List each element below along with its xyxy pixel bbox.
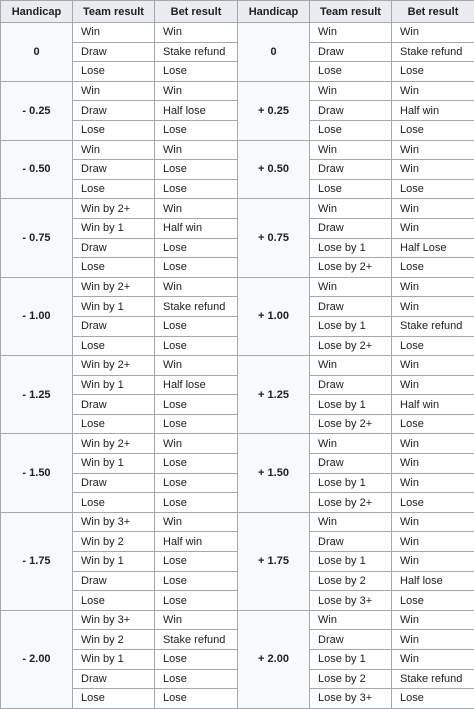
team-result-cell: Win by 2 [73, 630, 155, 650]
bet-result-cell: Stake refund [392, 42, 474, 62]
bet-result-cell: Half win [155, 532, 238, 552]
team-result-cell: Win by 1 [73, 454, 155, 474]
header-team-result: Team result [310, 1, 392, 23]
table-row [1, 258, 474, 278]
bet-result-cell: Lose [155, 571, 238, 591]
team-result-cell: Win by 1 [73, 650, 155, 670]
team-result-cell: Draw [73, 473, 155, 493]
table-row [1, 610, 474, 630]
team-result-cell: Lose [73, 591, 155, 611]
team-result-cell: Draw [310, 101, 392, 121]
team-result-cell: Lose by 2+ [310, 414, 392, 434]
table-row [1, 454, 474, 474]
bet-result-cell: Lose [155, 689, 238, 709]
team-result-cell: Win by 1 [73, 552, 155, 572]
bet-result-cell: Lose [155, 316, 238, 336]
team-result-cell: Draw [73, 669, 155, 689]
bet-result-cell: Stake refund [155, 630, 238, 650]
team-result-cell: Lose by 2+ [310, 258, 392, 278]
team-result-cell: Draw [73, 238, 155, 258]
team-result-cell: Win [310, 277, 392, 297]
table-row [1, 218, 474, 238]
team-result-cell: Win [310, 356, 392, 376]
handicap-cell: + 0.25 [238, 81, 310, 140]
table-row [1, 493, 474, 513]
team-result-cell: Win by 2+ [73, 434, 155, 454]
handicap-cell: - 0.75 [1, 199, 73, 277]
bet-result-cell: Win [392, 297, 474, 317]
team-result-cell: Draw [73, 42, 155, 62]
table-row [1, 101, 474, 121]
header-handicap: Handicap [238, 1, 310, 23]
bet-result-cell: Win [155, 610, 238, 630]
team-result-cell: Win [310, 434, 392, 454]
table-row [1, 669, 474, 689]
team-result-cell: Lose by 2 [310, 669, 392, 689]
bet-result-cell: Half lose [155, 101, 238, 121]
table-row [1, 238, 474, 258]
team-result-cell: Draw [310, 375, 392, 395]
team-result-cell: Lose by 2+ [310, 493, 392, 513]
bet-result-cell: Win [392, 160, 474, 180]
team-result-cell: Lose by 2 [310, 571, 392, 591]
table-row [1, 81, 474, 101]
team-result-cell: Lose [73, 62, 155, 82]
handicap-cell: + 0.75 [238, 199, 310, 277]
team-result-cell: Lose by 3+ [310, 591, 392, 611]
team-result-cell: Win by 2+ [73, 356, 155, 376]
handicap-cell: - 2.00 [1, 610, 73, 708]
bet-result-cell: Win [392, 23, 474, 43]
bet-result-cell: Lose [392, 62, 474, 82]
handicap-cell: + 2.00 [238, 610, 310, 708]
handicap-cell: - 1.25 [1, 356, 73, 434]
team-result-cell: Win [73, 140, 155, 160]
bet-result-cell: Half win [392, 101, 474, 121]
bet-result-cell: Stake refund [392, 316, 474, 336]
bet-result-cell: Win [392, 512, 474, 532]
team-result-cell: Lose by 2+ [310, 336, 392, 356]
team-result-cell: Draw [310, 218, 392, 238]
team-result-cell: Win by 2+ [73, 199, 155, 219]
header-bet-result: Bet result [155, 1, 238, 23]
table-row [1, 434, 474, 454]
team-result-cell: Win [310, 512, 392, 532]
bet-result-cell: Win [392, 356, 474, 376]
bet-result-cell: Win [392, 532, 474, 552]
team-result-cell: Draw [310, 42, 392, 62]
team-result-cell: Win [310, 81, 392, 101]
bet-result-cell: Win [155, 512, 238, 532]
team-result-cell: Win by 2 [73, 532, 155, 552]
bet-result-cell: Win [392, 199, 474, 219]
team-result-cell: Draw [310, 630, 392, 650]
table-row [1, 571, 474, 591]
bet-result-cell: Lose [392, 591, 474, 611]
bet-result-cell: Lose [155, 591, 238, 611]
bet-result-cell: Lose [392, 120, 474, 140]
table-body [1, 23, 474, 709]
team-result-cell: Lose by 1 [310, 552, 392, 572]
bet-result-cell: Lose [392, 414, 474, 434]
team-result-cell: Win [310, 23, 392, 43]
bet-result-cell: Win [155, 199, 238, 219]
team-result-cell: Draw [310, 160, 392, 180]
team-result-cell: Lose by 1 [310, 395, 392, 415]
handicap-cell: + 1.25 [238, 356, 310, 434]
bet-result-cell: Win [392, 277, 474, 297]
team-result-cell: Lose [310, 62, 392, 82]
table-row [1, 120, 474, 140]
team-result-cell: Win by 3+ [73, 610, 155, 630]
bet-result-cell: Win [155, 140, 238, 160]
bet-result-cell: Win [392, 218, 474, 238]
handicap-cell: 0 [1, 23, 73, 82]
bet-result-cell: Win [155, 356, 238, 376]
team-result-cell: Lose by 1 [310, 650, 392, 670]
bet-result-cell: Win [392, 434, 474, 454]
team-result-cell: Draw [73, 101, 155, 121]
team-result-cell: Lose [73, 179, 155, 199]
bet-result-cell: Lose [155, 552, 238, 572]
table-row [1, 316, 474, 336]
bet-result-cell: Win [392, 375, 474, 395]
team-result-cell: Lose by 1 [310, 316, 392, 336]
table-row [1, 532, 474, 552]
handicap-cell: - 0.50 [1, 140, 73, 199]
table-row [1, 473, 474, 493]
team-result-cell: Draw [73, 395, 155, 415]
team-result-cell: Win by 1 [73, 218, 155, 238]
bet-result-cell: Lose [155, 493, 238, 513]
table-row [1, 630, 474, 650]
header-handicap: Handicap [1, 1, 73, 23]
bet-result-cell: Win [392, 81, 474, 101]
bet-result-cell: Win [155, 81, 238, 101]
table-row [1, 179, 474, 199]
bet-result-cell: Lose [155, 395, 238, 415]
table-row [1, 689, 474, 709]
team-result-cell: Lose [73, 414, 155, 434]
team-result-cell: Lose [73, 689, 155, 709]
team-result-cell: Draw [73, 571, 155, 591]
team-result-cell: Lose [73, 336, 155, 356]
team-result-cell: Win [73, 23, 155, 43]
bet-result-cell: Lose [155, 120, 238, 140]
table-row [1, 356, 474, 376]
team-result-cell: Draw [73, 160, 155, 180]
team-result-cell: Lose [310, 120, 392, 140]
team-result-cell: Win [310, 140, 392, 160]
handicap-cell: - 0.25 [1, 81, 73, 140]
team-result-cell: Win by 2+ [73, 277, 155, 297]
table-row [1, 591, 474, 611]
bet-result-cell: Lose [155, 650, 238, 670]
table-row [1, 552, 474, 572]
handicap-cell: + 0.50 [238, 140, 310, 199]
table-row [1, 512, 474, 532]
bet-result-cell: Lose [392, 689, 474, 709]
bet-result-cell: Stake refund [155, 42, 238, 62]
bet-result-cell: Lose [155, 258, 238, 278]
handicap-cell: + 1.75 [238, 512, 310, 610]
table-row [1, 23, 474, 43]
team-result-cell: Lose [73, 120, 155, 140]
table-row [1, 336, 474, 356]
bet-result-cell: Lose [392, 179, 474, 199]
team-result-cell: Draw [310, 532, 392, 552]
team-result-cell: Lose [73, 258, 155, 278]
bet-result-cell: Half win [155, 218, 238, 238]
team-result-cell: Win [73, 81, 155, 101]
bet-result-cell: Lose [155, 238, 238, 258]
bet-result-cell: Lose [155, 473, 238, 493]
bet-result-cell: Win [392, 650, 474, 670]
table-row [1, 277, 474, 297]
bet-result-cell: Stake refund [155, 297, 238, 317]
bet-result-cell: Win [392, 552, 474, 572]
bet-result-cell: Half Lose [392, 238, 474, 258]
bet-result-cell: Win [155, 277, 238, 297]
bet-result-cell: Lose [155, 62, 238, 82]
team-result-cell: Draw [310, 297, 392, 317]
team-result-cell: Win by 1 [73, 297, 155, 317]
bet-result-cell: Win [392, 610, 474, 630]
team-result-cell: Win by 1 [73, 375, 155, 395]
bet-result-cell: Lose [155, 454, 238, 474]
table-row [1, 395, 474, 415]
handicap-cell: - 1.00 [1, 277, 73, 355]
table-row [1, 297, 474, 317]
bet-result-cell: Win [392, 473, 474, 493]
table-row [1, 199, 474, 219]
team-result-cell: Win by 3+ [73, 512, 155, 532]
bet-result-cell: Half lose [155, 375, 238, 395]
bet-result-cell: Half lose [392, 571, 474, 591]
table-row [1, 160, 474, 180]
bet-result-cell: Half win [392, 395, 474, 415]
bet-result-cell: Win [392, 140, 474, 160]
team-result-cell: Lose by 1 [310, 238, 392, 258]
table-row [1, 140, 474, 160]
handicap-cell: + 1.00 [238, 277, 310, 355]
bet-result-cell: Lose [155, 179, 238, 199]
team-result-cell: Win [310, 610, 392, 630]
bet-result-cell: Stake refund [392, 669, 474, 689]
team-result-cell: Lose [310, 179, 392, 199]
team-result-cell: Lose by 3+ [310, 689, 392, 709]
bet-result-cell: Lose [155, 160, 238, 180]
team-result-cell: Draw [73, 316, 155, 336]
team-result-cell: Lose by 1 [310, 473, 392, 493]
bet-result-cell: Lose [392, 336, 474, 356]
table-row [1, 42, 474, 62]
table-row [1, 62, 474, 82]
table-row [1, 414, 474, 434]
team-result-cell: Win [310, 199, 392, 219]
bet-result-cell: Lose [392, 493, 474, 513]
bet-result-cell: Win [155, 434, 238, 454]
bet-result-cell: Win [155, 23, 238, 43]
handicap-cell: 0 [238, 23, 310, 82]
handicap-cell: - 1.75 [1, 512, 73, 610]
table-row [1, 650, 474, 670]
bet-result-cell: Lose [155, 414, 238, 434]
bet-result-cell: Lose [155, 336, 238, 356]
team-result-cell: Lose [73, 493, 155, 513]
header-bet-result: Bet result [392, 1, 474, 23]
bet-result-cell: Win [392, 454, 474, 474]
handicap-cell: + 1.50 [238, 434, 310, 512]
header-team-result: Team result [73, 1, 155, 23]
bet-result-cell: Lose [155, 669, 238, 689]
header-row [1, 1, 474, 23]
handicap-cell: - 1.50 [1, 434, 73, 512]
bet-result-cell: Win [392, 630, 474, 650]
bet-result-cell: Lose [392, 258, 474, 278]
table-row [1, 375, 474, 395]
team-result-cell: Draw [310, 454, 392, 474]
